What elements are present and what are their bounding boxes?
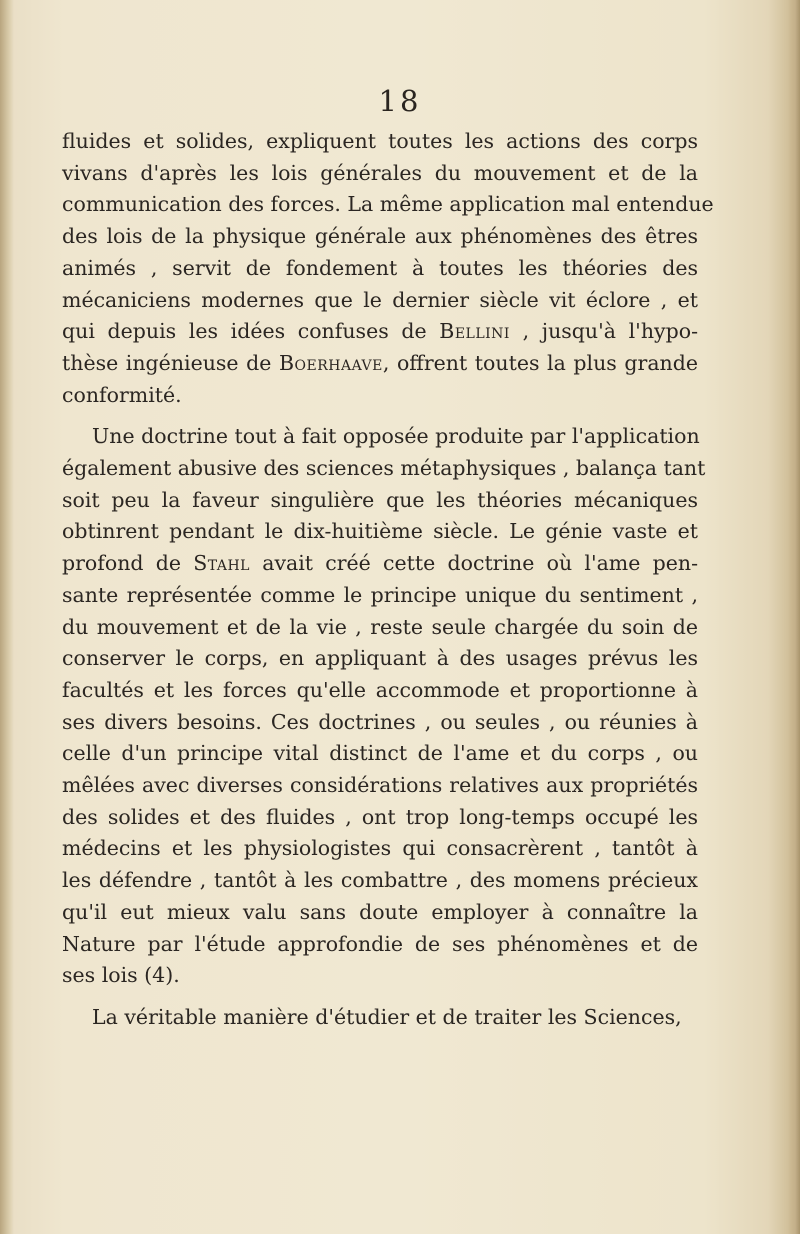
text-segment: qui depuis les idées confuses de xyxy=(62,319,440,344)
text-line: Une doctrine tout à fait opposée produite par l'application xyxy=(92,424,700,449)
text-segment: thèse ingénieuse de xyxy=(62,350,279,375)
paragraph xyxy=(62,421,706,992)
text-line: conformité. xyxy=(62,382,182,407)
text-segment: avait créé cette doctrine où l'ame pen- xyxy=(249,551,698,576)
text-line xyxy=(62,548,698,580)
text-line: qu'il eut mieux valu sans doute employer à connaître la xyxy=(62,899,698,924)
text-segment: profond de xyxy=(62,551,194,576)
paragraph xyxy=(62,1002,698,1034)
paragraph xyxy=(62,126,714,411)
text-line: fluides et solides, expliquent toutes les actions des corps xyxy=(62,129,698,153)
text-line: vivans d'après les lois générales du mouvement et de la xyxy=(62,160,698,185)
author-name: Stahl xyxy=(193,551,250,576)
text-line: également abusive des sciences métaphysiques , balança tant xyxy=(62,456,706,481)
text-line: Nature par l'étude approfondie de ses phénomènes et de xyxy=(62,931,698,956)
page-left-edge xyxy=(0,0,14,1234)
text-line: mécaniciens modernes que le dernier siècle vit éclore , et xyxy=(62,287,698,312)
body-text xyxy=(62,126,714,1034)
text-line: ses lois (4). xyxy=(62,963,180,988)
text-line xyxy=(62,316,698,348)
text-line: mêlées avec diverses considérations relatives aux propriétés xyxy=(62,773,698,798)
page-number: 18 xyxy=(378,84,422,118)
text-line: obtinrent pendant le dix-huitième siècle. Le génie vaste et xyxy=(62,519,698,544)
text-line: médecins et les physiologistes qui consacrèrent , tantôt à xyxy=(62,836,698,861)
text-line: soit peu la faveur singulière que les théories mécaniques xyxy=(62,487,698,512)
text-line: du mouvement et de la vie , reste seule chargée du soin de xyxy=(62,614,698,639)
page-right-edge xyxy=(788,0,800,1234)
text-line xyxy=(62,348,698,380)
text-line: sante représentée comme le principe unique du sentiment , xyxy=(62,582,698,607)
text-line: facultés et les forces qu'elle accommode et proportionne à xyxy=(62,677,698,702)
text-line: animés , servit de fondement à toutes les théories des xyxy=(62,255,698,280)
author-name: Boerhaave xyxy=(278,350,383,375)
text-line: celle d'un principe vital distinct de l'ame et du corps , ou xyxy=(62,741,698,766)
text-line: ses divers besoins. Ces doctrines , ou seules , ou réunies à xyxy=(62,709,698,734)
text-line: La véritable manière d'étudier et de traiter les Sciences, xyxy=(92,1004,682,1029)
text-line: communication des forces. La même application mal entendue xyxy=(62,192,714,217)
text-line: des solides et des fluides , ont trop long-temps occupé les xyxy=(62,804,698,829)
text-line: les défendre , tantôt à les combattre , des momens précieux xyxy=(62,868,698,893)
text-line: des lois de la physique générale aux phénomènes des êtres xyxy=(62,224,698,249)
text-line: conserver le corps, en appliquant à des usages prévus les xyxy=(62,646,698,671)
text-segment: , jusqu'à l'hypo- xyxy=(509,319,698,344)
author-name: Bellini xyxy=(439,319,510,344)
text-segment: , offrent toutes la plus grande xyxy=(382,350,698,375)
